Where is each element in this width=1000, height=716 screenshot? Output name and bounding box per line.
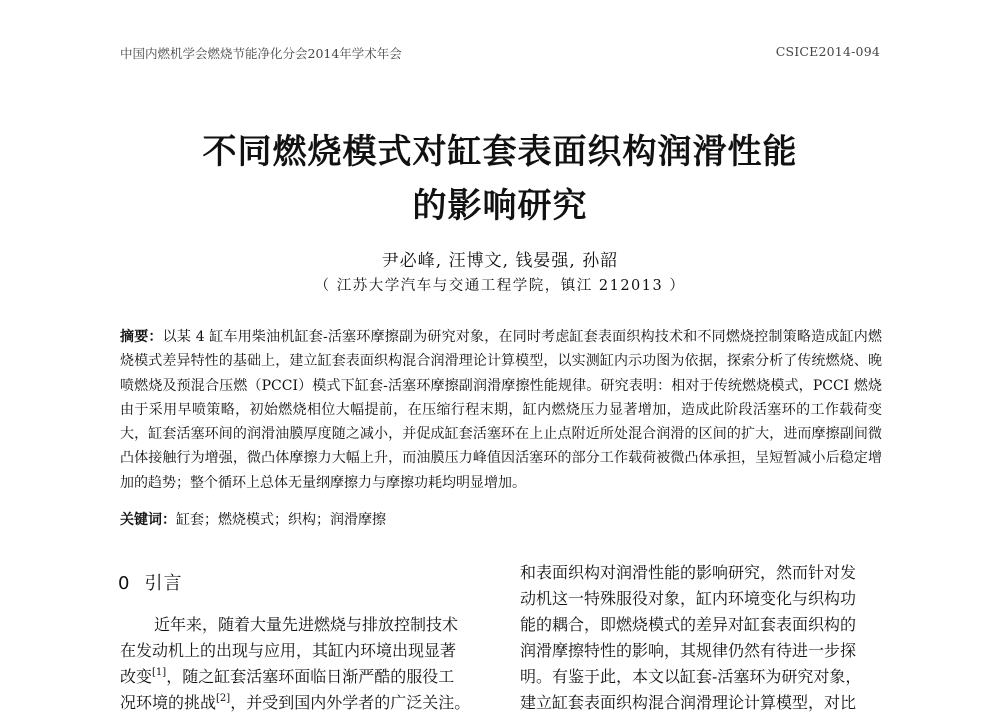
right-line-4: 润滑摩擦特性的影响，其规律仍然有待进一步探 — [520, 641, 857, 660]
paper-title-line-2: 的影响研究 — [412, 186, 588, 226]
left-line-4 — [120, 690, 496, 716]
right-column-body — [520, 560, 882, 716]
paper-title-line-1: 不同燃烧模式对缸套表面织构润滑性能 — [202, 132, 798, 172]
left-line-3-start: 改变 — [120, 667, 153, 686]
section-title: 引言 — [144, 573, 183, 594]
author-list: 尹必峰, 汪博文, 钱晏强, 孙韶 — [381, 251, 619, 271]
left-line-4-end: ，并受到国内外学者的广泛关注。 — [230, 693, 471, 712]
citation-ref-1[interactable]: [1] — [152, 667, 167, 678]
left-line-4-start: 况环境的挑战 — [120, 693, 217, 712]
right-line-1: 和表面织构对润滑性能的影响研究，然而针对发 — [520, 563, 857, 582]
right-line-2: 动机这一特殊服役对象，缸内环境变化与织构功 — [520, 589, 857, 608]
right-line-6: 建立缸套表面织构混合润滑理论计算模型，对比 — [520, 693, 857, 712]
right-line-5: 明。有鉴于此，本文以缸套-活塞环为研究对象， — [520, 667, 862, 686]
keywords-label: 关键词： — [120, 512, 176, 528]
section-number: 0 — [118, 573, 131, 594]
running-header-conference: 中国内燃机学会燃烧节能净化分会2014年学术年会 — [120, 46, 402, 61]
running-header-paper-id: CSICE2014-094 — [775, 44, 880, 59]
left-line-3-end: ，随之缸套活塞环面临日渐严酷的服役工 — [166, 667, 455, 686]
left-line-2: 在发动机上的出现与应用，其缸内环境出现显著 — [120, 641, 457, 660]
right-line-3: 能的耦合，即燃烧模式的差异对缸套表面织构的 — [520, 615, 857, 634]
citation-ref-2[interactable]: [2] — [216, 693, 231, 704]
left-line-3 — [120, 664, 496, 690]
abstract — [120, 325, 882, 495]
section-heading — [118, 569, 182, 595]
abstract-label: 摘要： — [120, 329, 163, 345]
keywords — [120, 508, 882, 532]
affiliation: （ 江苏大学汽车与交通工程学院，镇江 212013 ） — [314, 278, 686, 294]
keywords-text: 缸套；燃烧模式；织构；润滑摩擦 — [176, 512, 386, 528]
left-line-1: 近年来，随着大量先进燃烧与排放控制技术 — [154, 615, 459, 634]
abstract-text: 以某 4 缸车用柴油机缸套-活塞环摩擦副为研究对象，在同时考虑缸套表面织构技术和不同燃烧控制策略造成缸内燃烧模式差异特性的基础上，建立缸套表面织构混合润滑理论计算模型，以实测缸内示功图为依据，探索分析了传统燃烧、晚喷燃烧及预混合压燃（PCCI）模式下缸套-活塞环摩擦副润滑摩擦性能规律。研究表明：相对于传统燃烧模式，PCCI 燃烧由于采用早喷策略，初始燃烧相位大幅提前，在压缩行程末期，缸内燃烧压力显著增加，造成此阶段活塞环的工作载荷变大，缸套活塞环间的润滑油膜厚度随之减小，并促成缸套活塞环在上止点附近所处混合润滑的区间的扩大，进而摩擦副间微凸体接触行为增强，微凸体摩擦力大幅上升，而油膜压力峰值因活塞环的部分工作载荷被微凸体承担，呈短暂减小后稳定增加的趋势；整个循环上总体无量纲摩擦力与摩擦功耗均明显增加。 — [120, 329, 882, 491]
left-column-body — [120, 612, 496, 716]
